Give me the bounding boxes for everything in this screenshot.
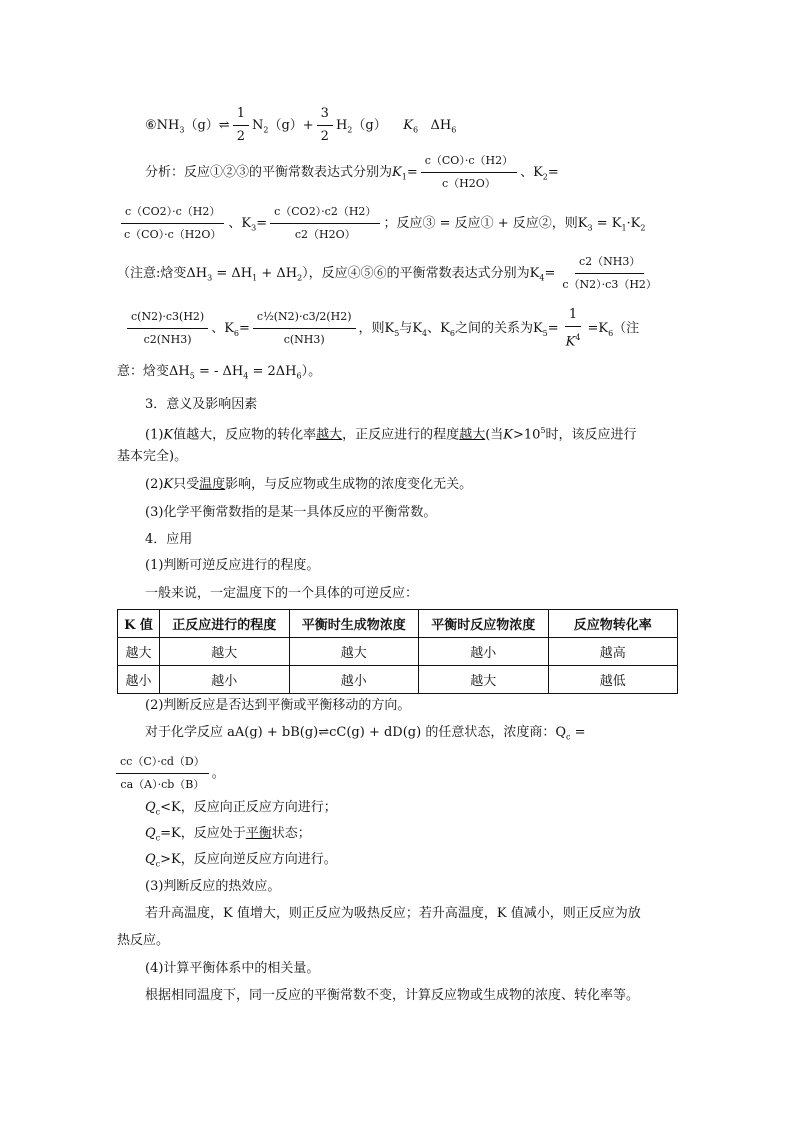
qc-expression: [113, 752, 225, 795]
relation-text: ·K: [626, 216, 641, 231]
underlined-text: 平衡: [245, 826, 272, 841]
equals: =: [406, 165, 418, 180]
sup: 4: [575, 333, 581, 342]
q-symbol: Q: [145, 852, 156, 867]
s3-p2: [145, 475, 472, 495]
frac-num: c（CO2）·c（H2）: [121, 202, 224, 224]
note-text: = 2ΔH: [248, 364, 297, 379]
text: 状态；: [271, 826, 311, 841]
one-over-k4: [562, 305, 585, 352]
sub: 6: [449, 328, 455, 338]
note-line-1: [117, 252, 664, 295]
k1-fraction: [421, 151, 517, 194]
k4-fraction: [558, 252, 661, 295]
s4-a3: (3)判断反应的热效应。: [145, 879, 281, 894]
nh3-text: ⑥NH: [145, 118, 180, 133]
sep-text: 、K: [211, 321, 234, 337]
sub: 2: [542, 172, 548, 182]
sep-text: 、K: [228, 216, 252, 231]
s4-a2: (2)判断反应是否达到平衡或平衡移动的方向。: [145, 698, 411, 713]
equals: =: [547, 165, 559, 180]
frac-num: c(N2)·c3(H2): [127, 307, 208, 329]
s4-a3b: 若升高温度，K 值增大，则正反应为吸热反应；若升高温度，K 值减小，则正反应为放: [145, 906, 641, 921]
state-text: （g）: [352, 118, 387, 133]
s3-p1-line2: 基本完全)。: [117, 449, 188, 464]
q-symbol: Q: [145, 800, 156, 815]
table-header: 反应物转化率: [548, 610, 678, 638]
s3-p3: (3)化学平衡常数指的是某一具体反应的平衡常数。: [145, 505, 437, 520]
text: 影响，与反应物或生成物的浓度变化无关。: [225, 477, 473, 492]
n2-text: N: [251, 118, 264, 133]
text: (1): [145, 427, 164, 443]
sub: 6: [233, 328, 240, 338]
sub: 6: [412, 125, 419, 135]
table-row: [118, 638, 678, 666]
frac-num: c2（NH3）: [575, 252, 644, 274]
table-header: K 值: [118, 610, 160, 638]
equation-line-6: [145, 104, 456, 147]
frac-den: c（N2）·c3（H2）: [562, 278, 657, 291]
sub: c: [155, 807, 161, 817]
sub: 2: [347, 125, 353, 135]
equilibrium-arrow: ⇌: [218, 118, 230, 133]
k6-fraction: [253, 307, 356, 350]
s4-a4b: 根据相同温度下，同一反应的平衡常数不变，计算反应物或生成物的浓度、转化率等。: [145, 988, 640, 1003]
text: 对于化学反应 aA(g) + bB(g)⇌cC(g) + dD(g) 的任意状态，浓度商：Q: [145, 725, 566, 740]
frac-den: [562, 327, 585, 352]
text: ，正反应进行的程度: [342, 427, 460, 443]
frac-den: c2(NH3): [143, 333, 192, 347]
s4-a2b: [145, 723, 586, 748]
k-symbol: K: [392, 165, 402, 180]
sep-text: 、K: [520, 165, 543, 180]
s4-a1b: 一般来说，一定温度下的一个具体的可逆反应：: [145, 586, 419, 601]
relation-text: ，则K: [358, 321, 395, 337]
sub: 6: [451, 125, 457, 135]
k-symbol: K: [503, 427, 513, 443]
frac-den: 2: [236, 129, 245, 144]
text: >10: [513, 427, 541, 443]
sub: 2: [640, 223, 646, 233]
frac-num: c（CO2）·c2（H2）: [270, 202, 380, 224]
table-cell: 越低: [548, 666, 678, 694]
sub: 5: [394, 328, 400, 338]
table-cell: 越大: [419, 666, 549, 694]
sub: 4: [539, 273, 545, 283]
text: (2): [145, 477, 164, 492]
underlined-text: 越大: [316, 427, 343, 443]
table-cell: 越大: [160, 638, 290, 666]
k5-fraction: [127, 307, 208, 350]
k-symbol: K: [565, 334, 576, 350]
table-row: [118, 666, 678, 694]
frac-den: c（CO）·c（H2O）: [124, 228, 222, 241]
k-symbol: K: [403, 118, 413, 133]
qc-fraction: [116, 752, 209, 795]
sub: 5: [542, 328, 548, 338]
frac-den: c（H2O）: [442, 177, 496, 190]
note-text: （注意:焓变ΔH: [117, 266, 208, 281]
s3-p1-line1: [145, 421, 637, 445]
relation-text: 与K: [399, 321, 423, 337]
sub: c: [565, 732, 571, 742]
sub: 4: [243, 371, 249, 381]
text: 。: [211, 766, 225, 781]
text: 只受: [173, 477, 200, 492]
qc-equal-line: [145, 824, 311, 849]
k-value-table: [117, 609, 678, 694]
sub: 3: [251, 223, 257, 233]
text: =K，反应处于: [160, 826, 246, 841]
frac-num: 1: [233, 104, 249, 126]
text: >K，反应向逆反应方向进行。: [160, 852, 337, 867]
note-text: = ΔH: [212, 266, 253, 281]
fraction-half: [233, 104, 249, 147]
equals: =: [239, 321, 250, 337]
state-text: （g）+: [268, 118, 314, 133]
q-symbol: Q: [145, 826, 156, 841]
relation-text: 之间的关系为K: [454, 321, 543, 337]
section-4-title: 4．应用: [145, 532, 193, 547]
text: <K，反应向正反应方向进行；: [160, 800, 337, 815]
frac-num: 3: [317, 104, 333, 126]
frac-den: c(NH3): [283, 333, 325, 347]
sub: 4: [422, 328, 428, 338]
k2-k3-line: [117, 202, 645, 245]
sub: 2: [297, 273, 303, 283]
note-line-2: [117, 362, 321, 387]
s4-a4: (4)计算平衡体系中的相关量。: [145, 961, 320, 976]
note-text: （注: [613, 321, 640, 337]
sub: 2: [263, 125, 269, 135]
sub: c: [155, 833, 161, 843]
text: =: [570, 725, 586, 740]
sup: 5: [540, 426, 546, 435]
s4-a3c: 热反应。: [117, 933, 170, 948]
frac-num: cc（C）·cd（D）: [116, 752, 209, 774]
table-header: 平衡时生成物浓度: [289, 610, 419, 638]
table-cell: 越小: [160, 666, 290, 694]
frac-den: 2: [320, 129, 329, 144]
sub: 1: [621, 223, 627, 233]
table-cell: 越高: [548, 638, 678, 666]
table-cell: 越大: [118, 638, 160, 666]
table-header: 平衡时反应物浓度: [419, 610, 549, 638]
section-3-title: 3．意义及影响因素: [145, 397, 258, 412]
sub: c: [155, 859, 161, 869]
h2-text: H: [335, 118, 348, 133]
text: (当: [485, 427, 504, 443]
qc-greater-line: [145, 850, 337, 875]
equals: =: [544, 266, 556, 281]
equals: =: [547, 321, 559, 337]
table-cell: 越小: [419, 638, 549, 666]
sub: 3: [207, 273, 213, 283]
frac-num: 1: [565, 305, 581, 327]
state-text: （g）: [184, 118, 219, 133]
underlined-text: 温度: [199, 477, 226, 492]
sub: 6: [296, 371, 302, 381]
table-cell: 越小: [118, 666, 160, 694]
table-header: 正反应进行的程度: [160, 610, 290, 638]
qc-less-line: [145, 798, 337, 823]
k-symbol: K: [163, 477, 174, 492]
dh-symbol: ΔH: [430, 118, 452, 133]
note-text: ）。: [301, 364, 322, 379]
frac-num: c（CO）·c（H2）: [421, 151, 517, 173]
k5-k6-line: [124, 305, 639, 352]
sub: 3: [587, 223, 593, 233]
table-header-row: [118, 610, 678, 638]
k3-fraction: [270, 202, 380, 245]
text: 时，该反应进行: [545, 427, 637, 443]
text: 值越大，反应物的转化率: [173, 427, 317, 443]
table-cell: 越大: [289, 638, 419, 666]
note-text: ），反应④⑤⑥的平衡常数表达式分别为K: [302, 266, 540, 281]
relation-text: 、K: [427, 321, 450, 337]
sub: 1: [252, 273, 258, 283]
sub: 3: [179, 125, 185, 135]
k-symbol: K: [163, 427, 174, 443]
note-text: 意：焓变ΔH: [117, 364, 190, 379]
sub: 1: [401, 172, 407, 182]
frac-den: ca（A）·cb（B）: [120, 778, 205, 791]
equals: =: [256, 216, 268, 231]
k2-fraction: [120, 202, 225, 245]
relation-text: = K: [592, 216, 622, 231]
fraction-three-halves: [317, 104, 333, 147]
note-text: = - ΔH: [194, 364, 244, 379]
relation-text: ；反应③ = 反应① + 反应②，则K: [383, 216, 588, 231]
relation-text: =K: [587, 321, 609, 337]
frac-den: c2（H2O）: [294, 228, 356, 241]
analysis-line: [145, 151, 559, 194]
sub: 6: [608, 328, 614, 338]
underlined-text: 越大: [459, 427, 486, 443]
note-text: + ΔH: [257, 266, 298, 281]
sub: 5: [189, 371, 195, 381]
analysis-text: 分析：反应①②③的平衡常数表达式分别为: [145, 165, 393, 180]
table-cell: 越小: [289, 666, 419, 694]
s4-a1: (1)判断可逆反应进行的程度。: [145, 558, 320, 573]
frac-num: c½(N2)·c3/2(H2): [253, 307, 356, 329]
